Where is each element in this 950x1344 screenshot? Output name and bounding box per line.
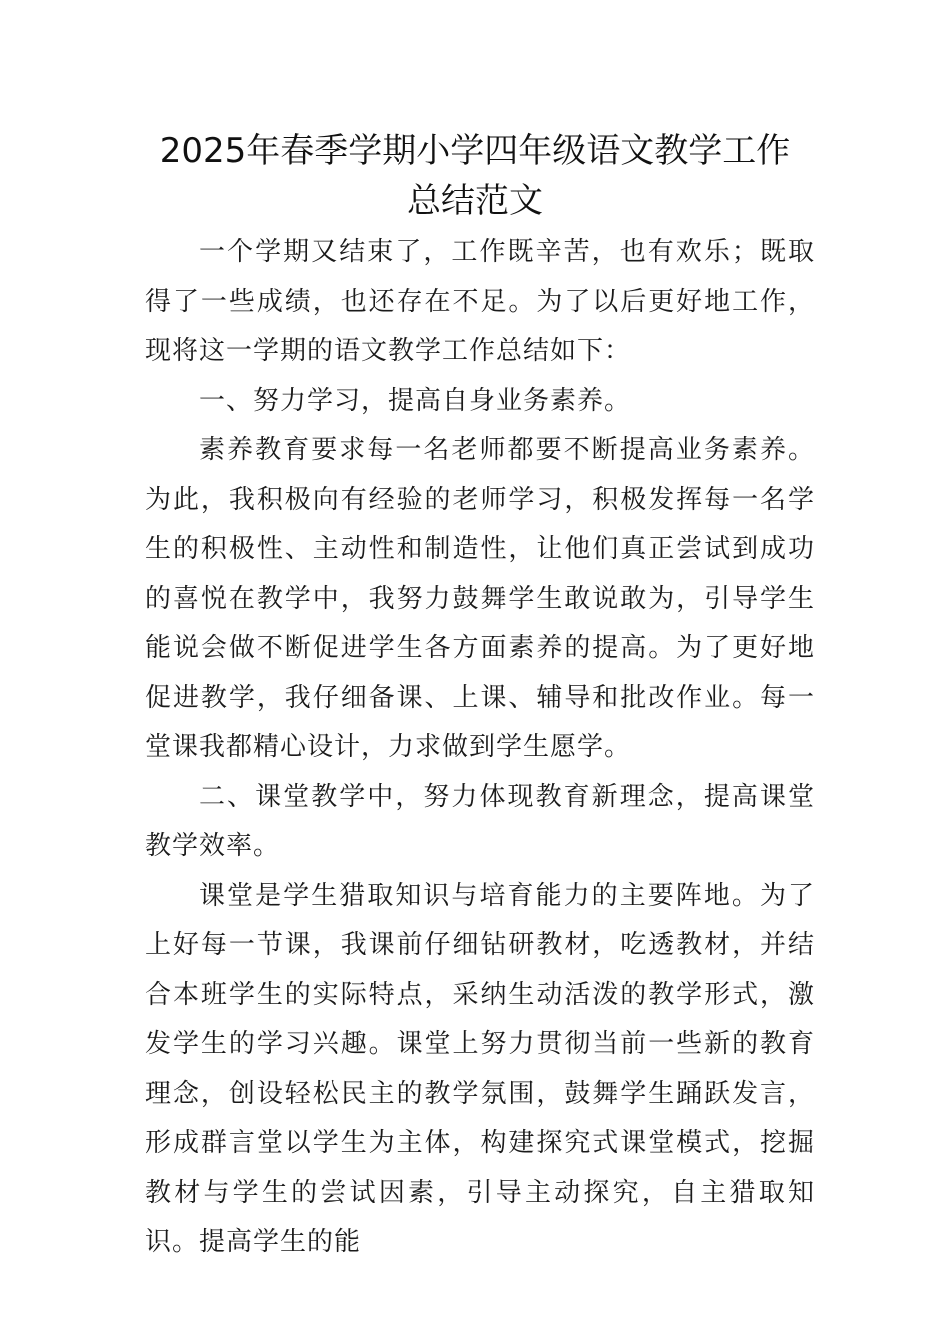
section-heading-1: 一、努力学习，提高自身业务素养。 — [199, 385, 632, 416]
section-paragraph-1: 素养教育要求每一名老师都要不断提高业务素养。为此，我积极向有经验的老师学习，积极发挥每一名学生的积极性、主动性和制造性，让他们真正尝试到成功的喜悦在教学中，我努力鼓舞学生敢说敢为，引导学生能说会做不断促进学生各方面素养的提高。为了更好地促进教学，我仔细备课、上课、辅导和批改作业。每一堂课我都精心设计，力求做到学生愿学。 — [145, 435, 815, 762]
section-paragraph-2: 课堂是学生猎取知识与培育能力的主要阵地。为了上好每一节课，我课前仔细钻研教材，吃透教材，并结合本班学生的实际特点，采纳生动活泼的教学形式，激发学生的学习兴趣。课堂上努力贯彻当前一些新的教育理念，创设轻松民主的教学氛围，鼓舞学生踊跃发言，形成群言堂以学生为主体，构建探究式课堂模式，挖掘教材与学生的尝试因素，引导主动探究，自主猎取知识。提高学生的能 — [145, 880, 815, 1257]
section-heading-2: 二、课堂教学中，努力体现教育新理念，提高课堂教学效率。 — [145, 781, 815, 861]
document-body — [145, 228, 815, 1268]
document-title-line-2: 总结范文 — [407, 181, 543, 221]
document-title-line-1: 2025年春季学期小学四年级语文教学工作 — [159, 131, 791, 171]
intro-paragraph: 一个学期又结束了，工作既辛苦，也有欢乐；既取得了一些成绩，也还存在不足。为了以后更好地工作，现将这一学期的语文教学工作总结如下： — [145, 237, 815, 366]
